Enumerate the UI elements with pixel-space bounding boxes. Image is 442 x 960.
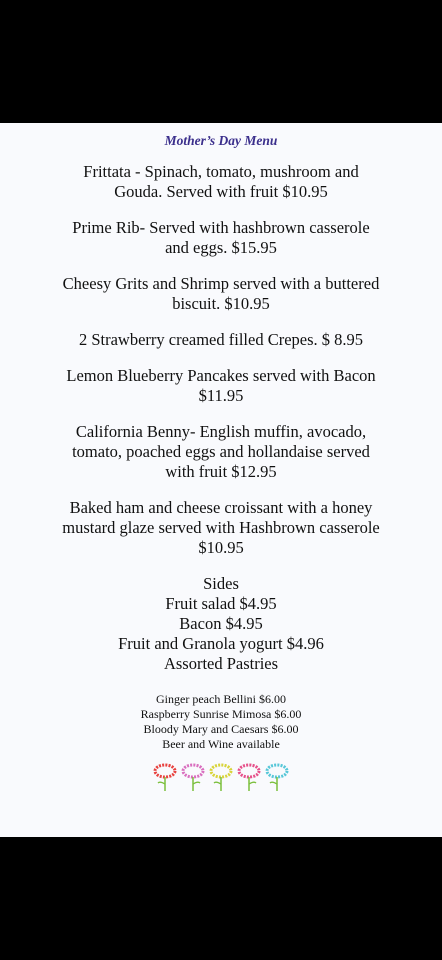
menu-title: Mother’s Day Menu: [164, 133, 278, 148]
menu-item-line: Cheesy Grits and Shrimp served with a buttered: [62, 274, 380, 293]
menu-items: [0, 162, 442, 558]
menu-item-line: California Benny- English muffin, avocado,: [75, 422, 367, 441]
menu-item-line: $11.95: [198, 386, 244, 405]
menu-item-line: biscuit. $10.95: [172, 294, 270, 313]
menu-item-line: with fruit $12.95: [165, 462, 277, 481]
sides-heading: Sides: [203, 574, 239, 593]
flower-icon: [180, 762, 206, 792]
menu-item-line: and eggs. $15.95: [165, 238, 277, 257]
flower-icon: [208, 762, 234, 792]
menu-item: [0, 422, 442, 482]
drink-item: Raspberry Sunrise Mimosa $6.00: [140, 707, 302, 721]
menu-item-line: Lemon Blueberry Pancakes served with Bacon: [66, 366, 376, 385]
drink-item: Bloody Mary and Caesars $6.00: [143, 722, 299, 736]
drink-item: Beer and Wine available: [162, 737, 280, 751]
menu-item-line: tomato, poached eggs and hollandaise served: [72, 442, 370, 461]
sides-section: [0, 574, 442, 674]
drink-item: Ginger peach Bellini $6.00: [156, 692, 286, 706]
flower-icon: [152, 762, 178, 792]
menu-item: [0, 498, 442, 558]
drinks-section: [0, 692, 442, 752]
menu-item: [0, 274, 442, 314]
menu-item-line: Frittata - Spinach, tomato, mushroom and: [83, 162, 359, 181]
menu-item-line: mustard glaze served with Hashbrown casserole: [62, 518, 380, 537]
flower-icon: [236, 762, 262, 792]
side-item: Bacon $4.95: [179, 614, 263, 633]
side-item: Fruit salad $4.95: [165, 594, 277, 613]
menu-page: [0, 123, 442, 837]
menu-item: [0, 330, 442, 350]
menu-item: [0, 218, 442, 258]
menu-item: [0, 366, 442, 406]
menu-item-line: Prime Rib- Served with hashbrown casserole: [72, 218, 370, 237]
flower-icon: [264, 762, 290, 792]
menu-item: [0, 162, 442, 202]
flower-decoration: [0, 762, 442, 792]
menu-item-line: Baked ham and cheese croissant with a honey: [69, 498, 373, 517]
menu-item-line: $10.95: [198, 538, 244, 557]
side-item: Fruit and Granola yogurt $4.96: [118, 634, 324, 653]
menu-item-line: Gouda. Served with fruit $10.95: [114, 182, 328, 201]
menu-item-line: 2 Strawberry creamed filled Crepes. $ 8.95: [78, 330, 364, 349]
side-item: Assorted Pastries: [163, 654, 279, 673]
